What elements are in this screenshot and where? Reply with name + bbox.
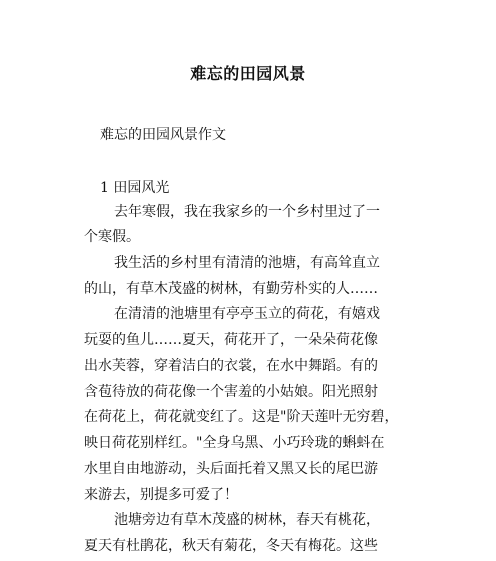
page-title: 难忘的田园风景 (190, 64, 306, 83)
text-line: 含苞待放的荷花像一个害羞的小姑娘。阳光照射 (84, 384, 378, 400)
text-line: 在清清的池塘里有亭亭玉立的荷花，有嬉戏 (114, 306, 380, 322)
text-line: 出水芙蓉，穿着洁白的衣裳，在水中舞蹈。有的 (84, 358, 378, 374)
text-line: 来游去，别提多可爱了！ (84, 487, 238, 503)
text-line: 个寒假。 (84, 229, 140, 245)
text-line: 玩耍的鱼儿……夏天，荷花开了，一朵朵荷花像 (84, 332, 378, 348)
section-heading: 1 田园风光 (100, 180, 170, 196)
text-line: 去年寒假，我在我家乡的一个乡村里过了一 (114, 204, 380, 220)
document-subtitle: 难忘的田园风景作文 (100, 127, 226, 143)
text-line: 水里自由地游动，头后面托着又黑又长的尾巴游 (84, 461, 378, 477)
text-line: 夏天有杜鹃花，秋天有菊花，冬天有梅花。这些 (84, 538, 378, 554)
text-line: 映日荷花别样红。"全身乌黑、小巧玲珑的蝌蚪在 (84, 435, 385, 451)
text-line: 我生活的乡村里有清清的池塘，有高耸直立 (114, 255, 380, 271)
text-line: 的山，有草木茂盛的树林，有勤劳朴实的人…… (84, 281, 378, 297)
text-line: 在荷花上，荷花就变红了。这是"阶天莲叶无穷碧， (84, 409, 399, 425)
text-line: 池塘旁边有草木茂盛的树林，春天有桃花， (114, 512, 380, 528)
